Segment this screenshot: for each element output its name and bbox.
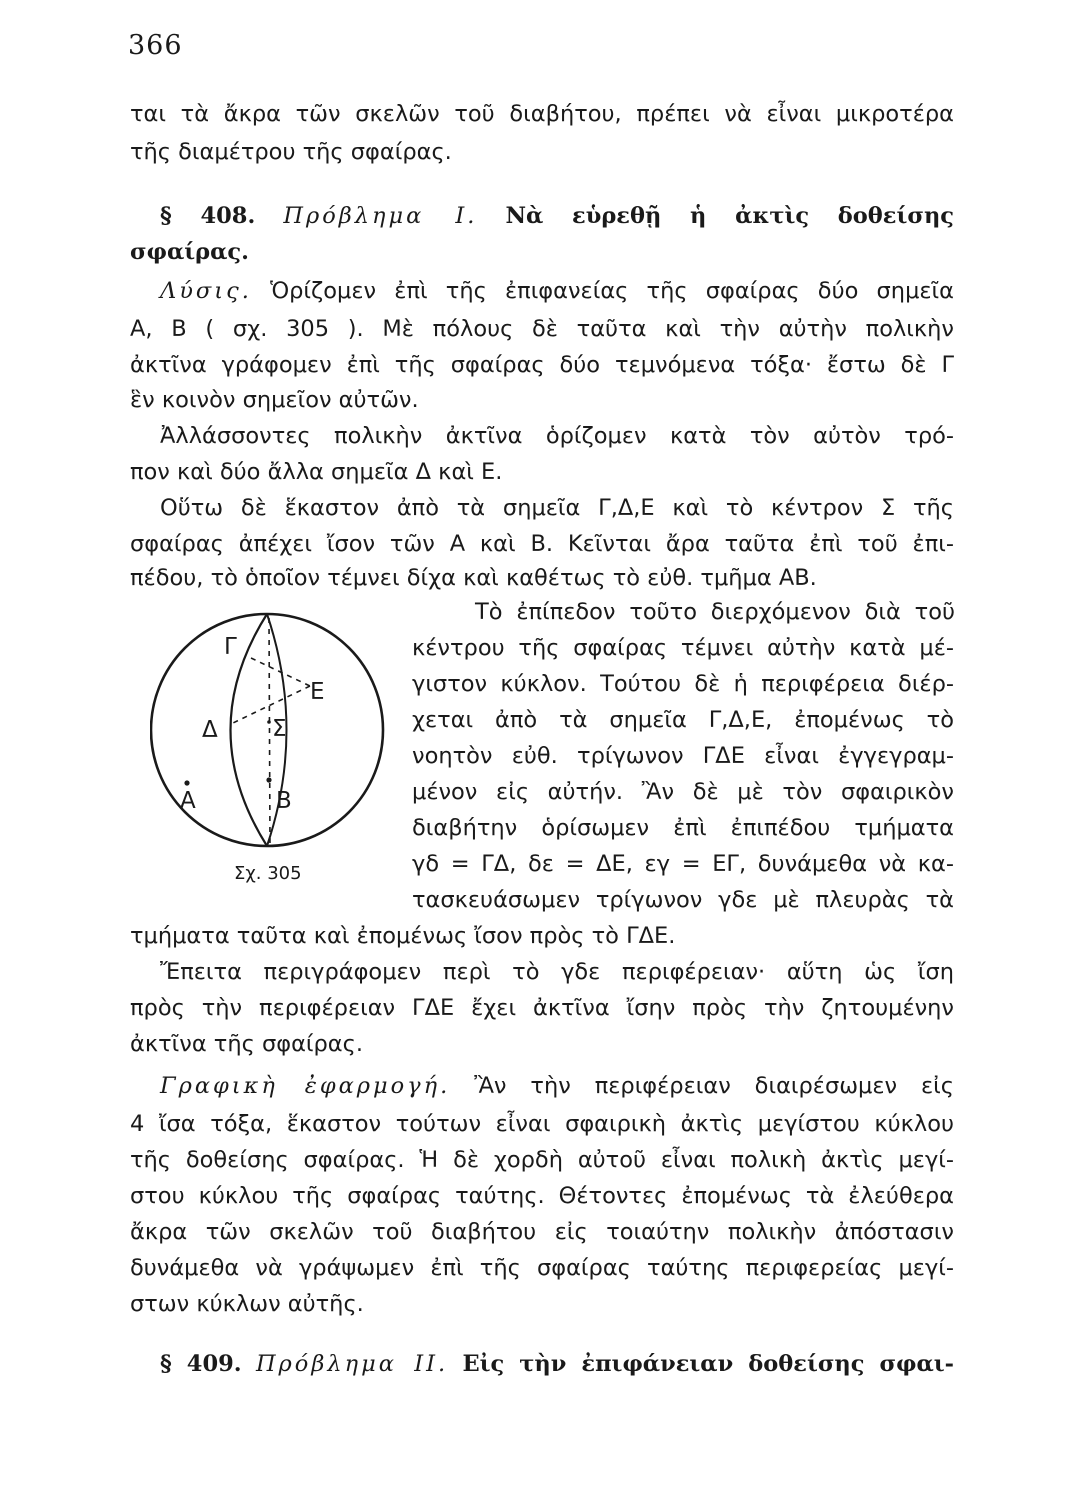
- text-line: τῆς δοθείσης σφαίρας. Ἡ δὲ χορδὴ αὐτοῦ εἶναι πολικὴ ἀκτὶς μεγί-: [130, 1147, 954, 1173]
- text-line: τῆς διαμέτρου τῆς σφαίρας.: [130, 139, 452, 165]
- graphic-application-line: [160, 1072, 954, 1101]
- graphic-text: Ἂν τὴν περιφέρειαν διαιρέσωμεν εἰς: [474, 1073, 954, 1099]
- point-sigma: [267, 720, 271, 724]
- solution-text: Ὁρίζομεν ἐπὶ τῆς ἐπιφανείας τῆς σφαίρας δύο σημεῖα: [270, 278, 954, 304]
- wrap-line: χεται ἀπὸ τὰ σημεῖα Γ,Δ,Ε, ἐπομένως τὸ: [412, 707, 954, 733]
- label-sigma: Σ: [272, 716, 287, 742]
- text-line: πέδου, τὸ ὁποῖον τέμνει δίχα καὶ καθέτως τὸ εὐθ. τμῆμα ΑΒ.: [130, 565, 817, 591]
- text-line: Ἀλλάσσοντες πολικὴν ἀκτῖνα ὁρίζομεν κατὰ τὸν αὐτὸν τρό-: [160, 423, 954, 449]
- solution-label: Λύσις.: [160, 278, 252, 304]
- graphic-label: Γραφικὴ ἐφαρμογή.: [160, 1073, 451, 1099]
- section-number: § 408.: [160, 203, 256, 229]
- text-line: 4 ἴσα τόξα, ἕκαστον τούτων εἶναι σφαιρικὴ ἀκτὶς μεγίστου κύκλου: [130, 1111, 954, 1137]
- wrap-line: διαβήτην ὁρίσωμεν ἐπὶ ἐπιπέδου τμήματα: [412, 815, 954, 841]
- wrap-line: μένον εἰς αὐτήν. Ἂν δὲ μὲ τὸν σφαιρικὸν: [412, 779, 954, 805]
- wrap-line: νοητὸν εὐθ. τρίγωνον ΓΔΕ εἶναι ἐγγεγραμ-: [412, 743, 954, 769]
- label-beta: Β: [276, 788, 292, 814]
- text-line: ἀκτῖνα τῆς σφαίρας.: [130, 1031, 363, 1057]
- text-line: Οὕτω δὲ ἕκαστον ἀπὸ τὰ σημεῖα Γ,Δ,Ε καὶ τὸ κέντρον Σ τῆς: [160, 495, 954, 521]
- wrap-line: γδ = ΓΔ, δε = ΔΕ, εγ = ΕΓ, δυνάμεθα νὰ κα-: [412, 851, 954, 877]
- point-alpha: [184, 780, 189, 785]
- label-epsilon: Ε: [310, 679, 325, 705]
- figure-caption: Σχ. 305: [234, 863, 302, 884]
- wrap-line: Τὸ ἐπίπεδον τοῦτο διερχόμενον διὰ τοῦ: [475, 599, 955, 625]
- label-delta: Δ: [202, 717, 218, 743]
- text-line: στων κύκλων αὐτῆς.: [130, 1291, 364, 1317]
- figure-305: [150, 600, 410, 900]
- text-line: Ἔπειτα περιγράφομεν περὶ τὸ γδε περιφέρειαν· αὕτη ὡς ἴση: [160, 959, 954, 985]
- section-number: § 409.: [160, 1351, 242, 1377]
- text-line: σφαίρας ἀπέχει ἴσον τῶν Α καὶ Β. Κεῖνται ἄρα ταῦτα ἐπὶ τοῦ ἐπι-: [130, 531, 954, 557]
- problem-title: Εἰς τὴν ἐπιφάνειαν δοθείσης σφαι-: [462, 1351, 954, 1377]
- wrap-line: γιστον κύκλον. Τούτου δὲ ἡ περιφέρεια διέρ-: [412, 671, 954, 697]
- wrap-line: κέντρου τῆς σφαίρας τέμνει αὐτὴν κατὰ μέ-: [412, 635, 954, 661]
- text-line: ἄκρα τῶν σκελῶν τοῦ διαβήτου εἰς τοιαύτην πολικὴν ἀπόστασιν: [130, 1219, 954, 1245]
- text-line: Α, Β ( σχ. 305 ). Μὲ πόλους δὲ ταῦτα καὶ τὴν αὐτὴν πολικὴν: [130, 316, 954, 342]
- problem-title-cont: σφαίρας.: [130, 239, 249, 265]
- problem-label: Πρόβλημα I.: [283, 203, 478, 229]
- point-beta: [266, 777, 271, 782]
- wrap-line: τασκευάσωμεν τρίγωνον γδε μὲ πλευρὰς τὰ: [412, 887, 954, 913]
- text-line: τμήματα ταῦτα καὶ ἐπομένως ἴσον πρὸς τὸ ΓΔΕ.: [130, 923, 676, 949]
- text-line: πον καὶ δύο ἄλλα σημεῖα Δ καὶ Ε.: [130, 459, 503, 485]
- text-line: ται τὰ ἄκρα τῶν σκελῶν τοῦ διαβήτου, πρέπει νὰ εἶναι μικροτέρα: [130, 101, 954, 127]
- text-line: ἀκτῖνα γράφομεν ἐπὶ τῆς σφαίρας δύο τεμνόμενα τόξα· ἔστω δὲ Γ: [130, 352, 954, 378]
- section-408-heading: [160, 202, 954, 231]
- section-409-heading: [160, 1350, 954, 1379]
- label-alpha: Α: [180, 788, 196, 814]
- page-number: 366: [128, 30, 183, 61]
- text-line: πρὸς τὴν περιφέρειαν ΓΔΕ ἔχει ἀκτῖνα ἴσην πρὸς τὴν ζητουμένην: [130, 995, 954, 1021]
- problem-title: Νὰ εὑρεθῇ ἡ ἀκτὶς δοθείσης: [505, 203, 955, 229]
- dashed-axis: [269, 618, 270, 846]
- label-gamma: Γ: [224, 634, 237, 660]
- problem-label: Πρόβλημα II.: [255, 1351, 449, 1377]
- text-line: στου κύκλου τῆς σφαίρας ταύτης. Θέτοντες ἐπομένως τὰ ἐλεύθερα: [130, 1183, 954, 1209]
- text-line: ἓν κοινὸν σημεῖον αὐτῶν.: [130, 387, 419, 413]
- text-line: δυνάμεθα νὰ γράψωμεν ἐπὶ τῆς σφαίρας ταύτης περιφερείας μεγί-: [130, 1255, 954, 1281]
- solution-line: [160, 277, 954, 306]
